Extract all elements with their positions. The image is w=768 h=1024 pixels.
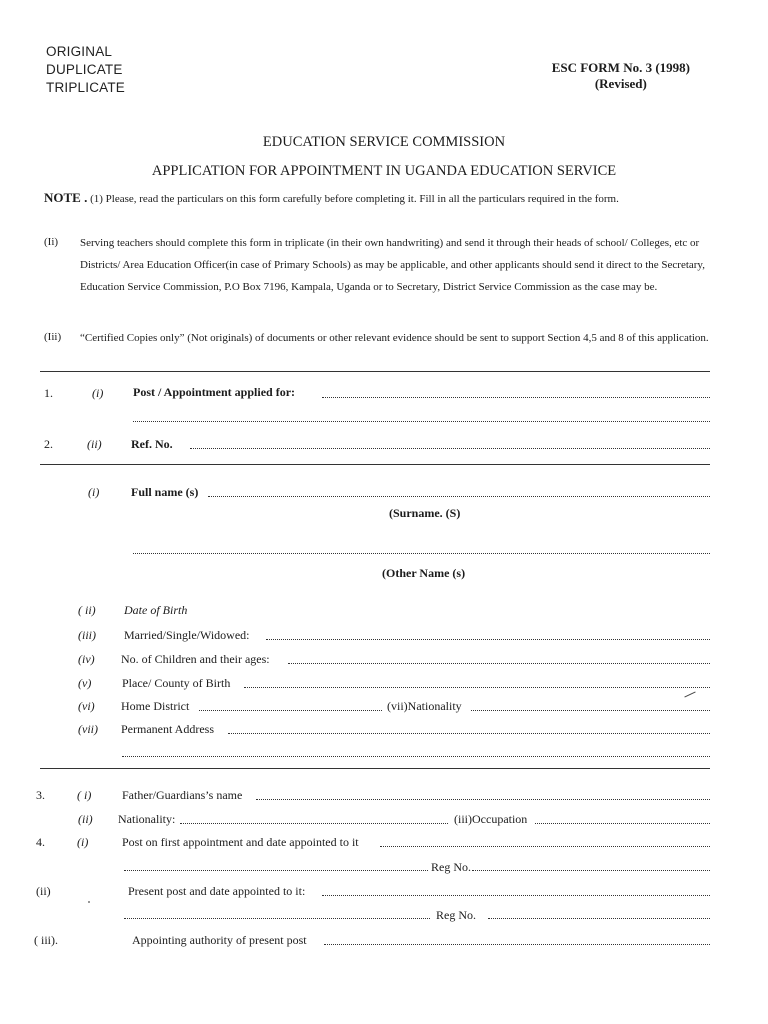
item-number: (ii) <box>87 437 102 451</box>
note <box>44 190 619 206</box>
item-number: (vi) <box>78 699 95 713</box>
marital-status-field[interactable] <box>266 639 710 640</box>
pen-mark <box>684 692 695 698</box>
first-appointment-field-continued[interactable] <box>124 870 428 871</box>
post-applied-field-continued[interactable] <box>133 421 710 422</box>
copy-duplicate: DUPLICATE <box>46 62 123 77</box>
copy-original: ORIGINAL <box>46 44 113 59</box>
reg-no-label: Reg No. <box>436 908 476 922</box>
guardian-occupation-field[interactable] <box>535 823 710 824</box>
present-post-reg-no-field[interactable] <box>488 918 710 919</box>
surname-caption: (Surname. (S) <box>389 506 461 520</box>
form-number <box>552 60 690 92</box>
appointing-authority-label: Appointing authority of present post <box>132 933 307 947</box>
first-appointment-field[interactable] <box>380 846 710 847</box>
instruction-text: “Certified Copies only” (Not originals) of documents or other relevant evidence should be sent to support Section 4,5 and 8 of this application. <box>80 332 709 344</box>
permanent-address-field-continued[interactable] <box>122 756 710 757</box>
guardian-nationality-label: Nationality: <box>118 812 176 826</box>
item-number: (i) <box>88 485 100 499</box>
father-guardian-field[interactable] <box>256 799 710 800</box>
note-text: (1) Please, read the particulars on this form carefully before completing it. Fill in all the particulars required in the form. <box>90 193 619 205</box>
item-number: ( ii) <box>78 603 96 617</box>
instruction-number: (Ii) <box>44 236 59 248</box>
section-number: 1. <box>44 386 53 400</box>
copy-triplicate: TRIPLICATE <box>46 80 126 95</box>
place-of-birth-label: Place/ County of Birth <box>122 676 231 690</box>
item-number: ( iii). <box>34 933 58 947</box>
item-number: (ii) <box>78 812 93 826</box>
first-appointment-label: Post on first appointment and date appointed to it <box>122 835 359 849</box>
present-post-field[interactable] <box>322 895 710 896</box>
post-applied-field[interactable] <box>322 397 710 398</box>
item-number: (i) <box>77 835 89 849</box>
nationality-label: (vii)Nationality <box>387 699 462 713</box>
permanent-address-label: Permanent Address <box>121 722 214 736</box>
guardian-occupation-label: (iii)Occupation <box>454 812 528 826</box>
section-number: 2. <box>44 437 53 451</box>
instruction-number: (Iii) <box>44 331 62 343</box>
section-divider <box>40 464 710 465</box>
section-number: 3. <box>36 788 45 802</box>
copy-designations <box>46 43 125 97</box>
ref-no-label: Ref. No. <box>131 437 173 451</box>
surname-field[interactable] <box>208 496 710 497</box>
section-number: 4. <box>36 835 45 849</box>
ref-no-field[interactable] <box>190 448 710 449</box>
item-number: (iv) <box>78 652 95 666</box>
reg-no-label: Reg No. <box>431 860 471 874</box>
item-number: ( i) <box>77 788 92 802</box>
home-district-label: Home District <box>121 699 190 713</box>
post-applied-label: Post / Appointment applied for: <box>133 385 296 399</box>
page-title: EDUCATION SERVICE COMMISSION <box>262 134 506 150</box>
item-number: (vii) <box>78 722 98 736</box>
place-of-birth-field[interactable] <box>244 687 710 688</box>
first-appointment-reg-no-field[interactable] <box>472 870 710 871</box>
stray-mark <box>88 901 90 903</box>
full-name-label: Full name (s) <box>131 485 199 499</box>
item-number: (ii) <box>36 884 51 898</box>
section-divider <box>40 768 710 769</box>
form-number-line2: (Revised) <box>594 76 647 91</box>
note-label: NOTE . <box>44 190 88 205</box>
present-post-label: Present post and date appointed to it: <box>128 884 306 898</box>
appointing-authority-field[interactable] <box>324 944 710 945</box>
item-number: (iii) <box>78 628 96 642</box>
present-post-field-continued[interactable] <box>124 918 430 919</box>
children-label: No. of Children and their ages: <box>121 652 270 666</box>
marital-status-label: Married/Single/Widowed: <box>124 628 250 642</box>
date-of-birth-label: Date of Birth <box>124 603 188 617</box>
children-field[interactable] <box>288 663 710 664</box>
nationality-field[interactable] <box>471 710 710 711</box>
item-number: (v) <box>78 676 92 690</box>
other-names-field[interactable] <box>133 553 710 554</box>
home-district-field[interactable] <box>199 710 382 711</box>
item-number: (i) <box>92 386 104 400</box>
father-guardian-label: Father/Guardians’s name <box>122 788 243 802</box>
page-subtitle: APPLICATION FOR APPOINTMENT IN UGANDA EDUCATION SERVICE <box>151 163 617 179</box>
guardian-nationality-field[interactable] <box>180 823 448 824</box>
section-divider <box>40 371 710 372</box>
instruction-text: Serving teachers should complete this form in triplicate (in their own handwriting) and send it through their heads of school/ Colleges, etc or Districts/ Area Education Officer(in case of Primary Schools) as may be applicable, and other applicants should send it direct to the Secretary, Education Service Commission, P.O Box 7196, Kampala, Uganda or to Secretary, District Service Commission as the case may be. <box>80 237 705 293</box>
other-names-caption: (Other Name (s) <box>382 566 466 580</box>
permanent-address-field[interactable] <box>228 733 710 734</box>
form-number-line1: ESC FORM No. 3 (1998) <box>551 60 690 75</box>
